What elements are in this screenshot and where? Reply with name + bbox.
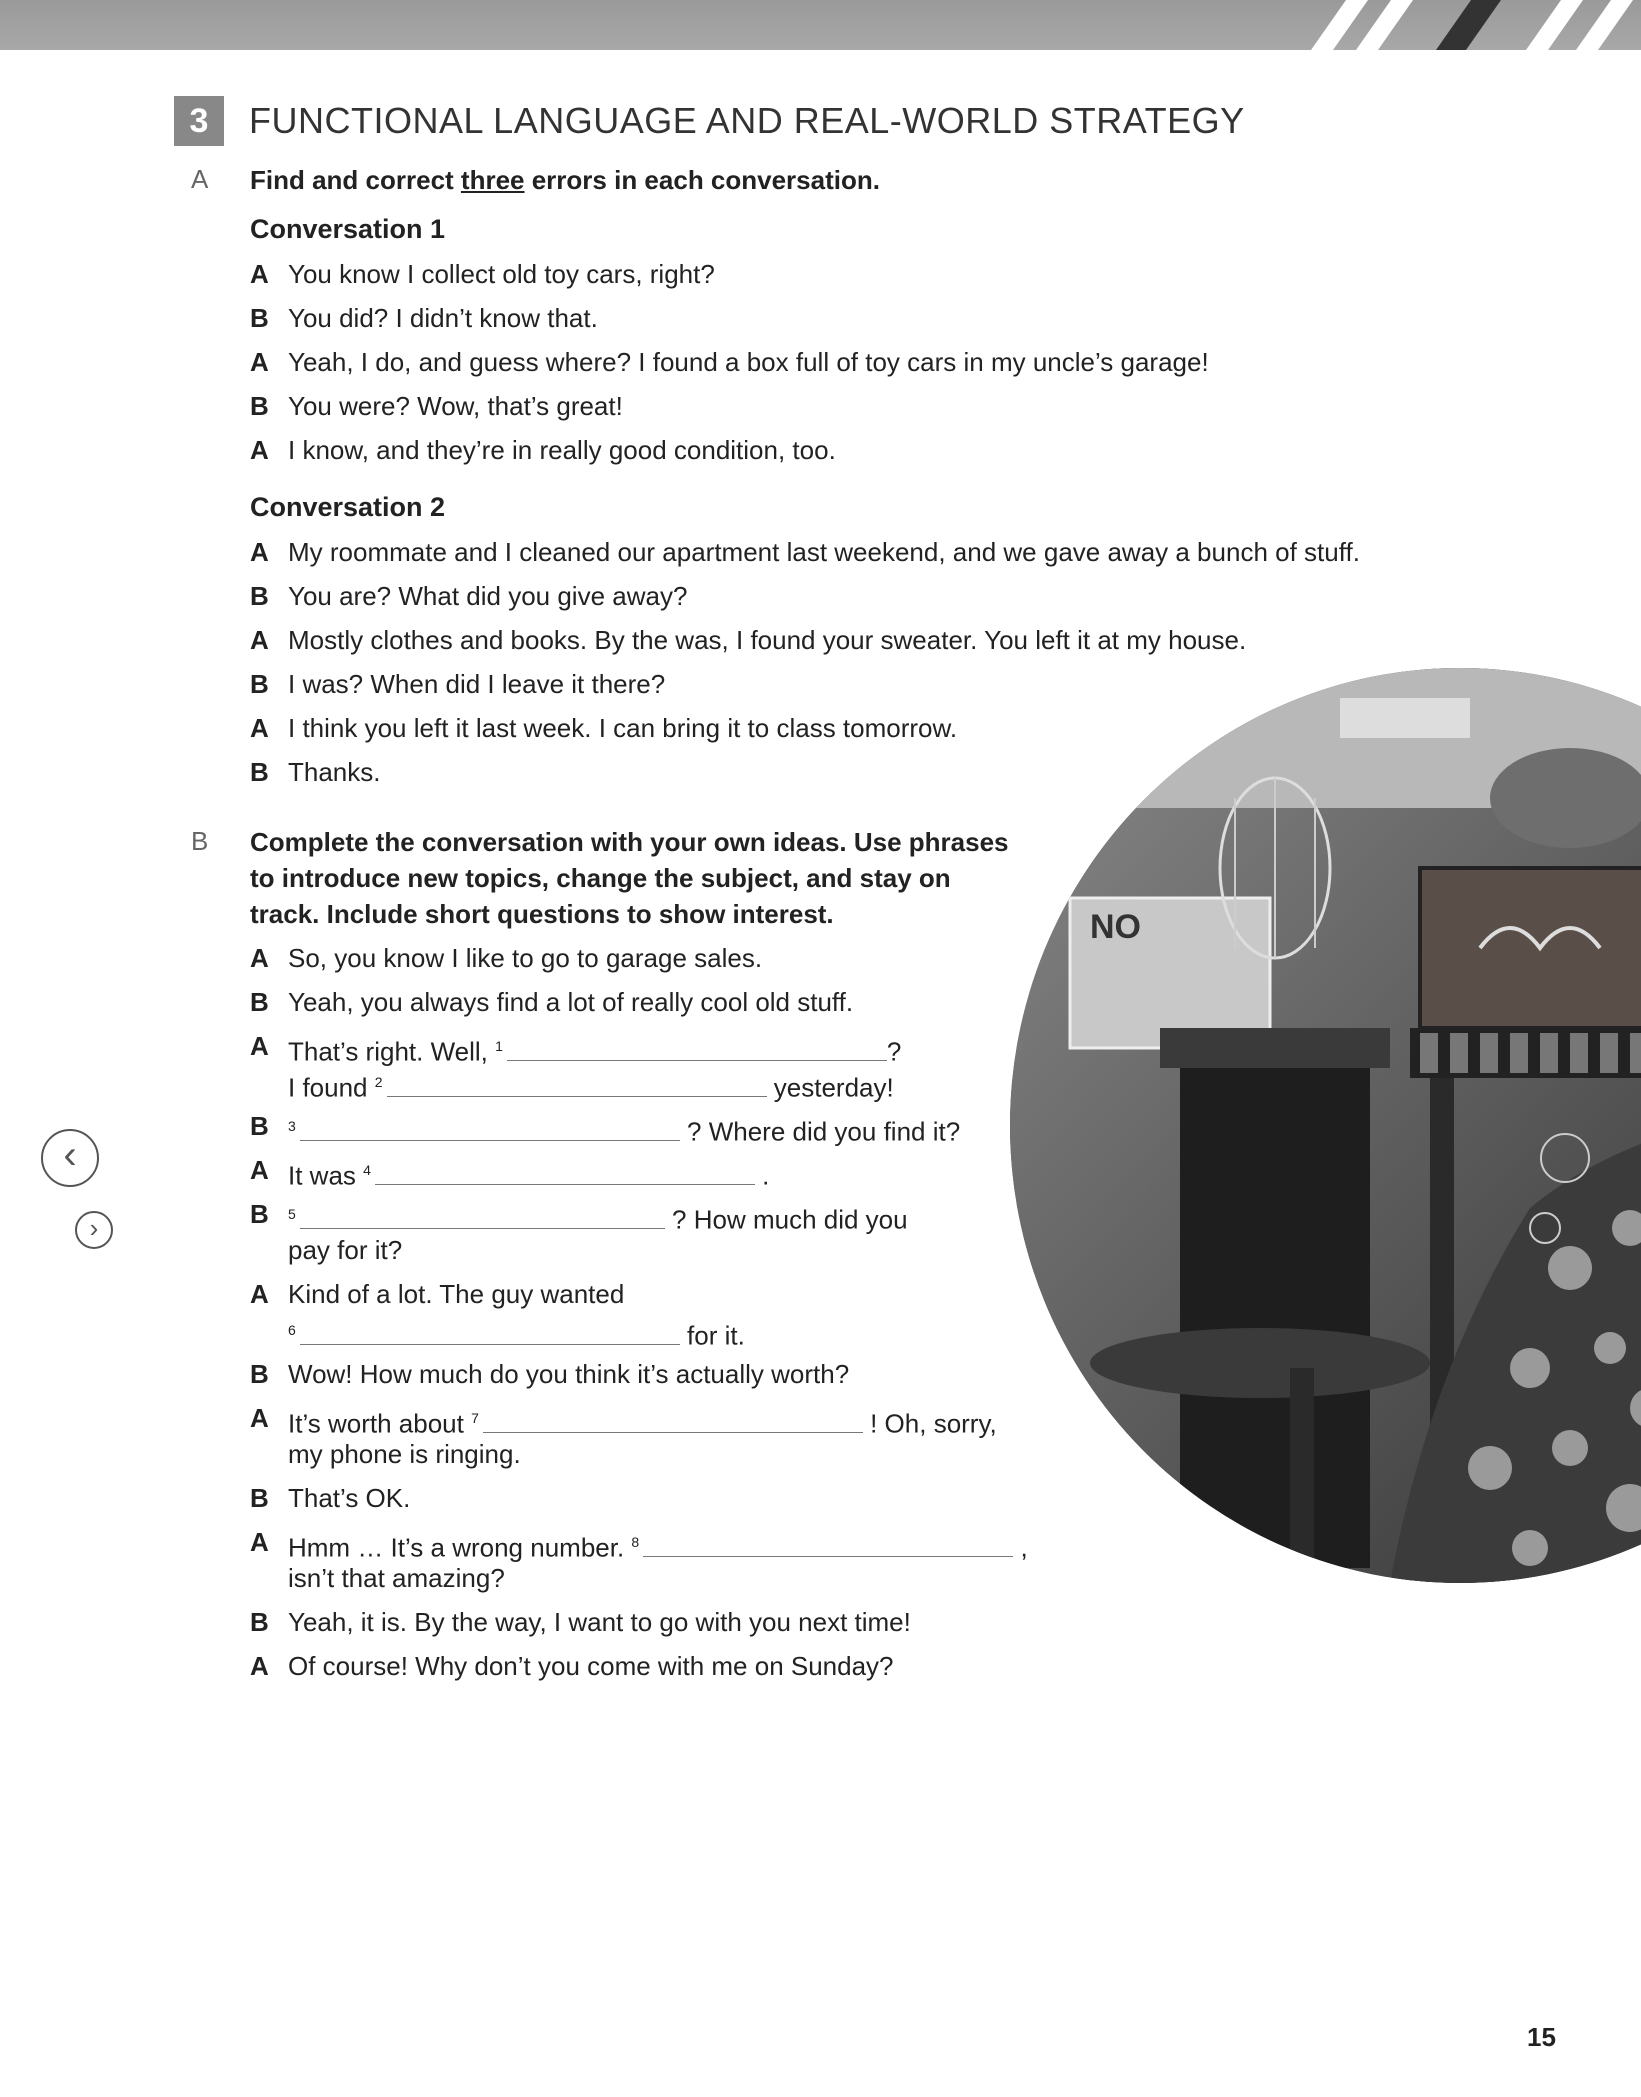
speaker-label: B xyxy=(250,1111,269,1141)
speaker-label: A xyxy=(250,713,269,743)
text-segment: . xyxy=(762,1160,770,1191)
exercise-b-instruction-line-3: track. Include short questions to show interest. xyxy=(250,899,834,929)
text-segment: ? How much did you xyxy=(672,1204,908,1235)
dialogue-line: You are? What did you give away? xyxy=(288,581,688,611)
prev-page-button[interactable] xyxy=(41,1129,99,1187)
blank-number: 1 xyxy=(495,1038,503,1054)
speaker-label: A xyxy=(250,259,269,289)
speaker-label: A xyxy=(250,943,269,973)
speaker-label: B xyxy=(250,581,269,611)
blank-number: 5 xyxy=(288,1206,296,1222)
text-segment: ? xyxy=(886,1036,902,1067)
dialogue-line: You know I collect old toy cars, right? xyxy=(288,259,715,289)
dialogue-line: You were? Wow, that’s great! xyxy=(288,391,623,421)
speaker-label: B xyxy=(250,987,269,1017)
dialogue-line: Yeah, you always find a lot of really cool old stuff. xyxy=(288,987,854,1017)
blank-number: 8 xyxy=(631,1534,640,1550)
dialogue-line xyxy=(288,1064,894,1106)
speaker-label: A xyxy=(250,537,269,567)
answer-blank-6[interactable] xyxy=(300,1322,680,1345)
dialogue-line: Mostly clothes and books. By the was, I found your sweater. You left it at my house. xyxy=(288,625,1247,655)
speaker-label: A xyxy=(250,625,269,655)
photo-sign-text: NO xyxy=(1090,908,1141,946)
instr-text: errors in each conversation. xyxy=(524,165,880,195)
text-segment: I found xyxy=(288,1072,375,1103)
page-number: 15 xyxy=(1527,2022,1556,2052)
speaker-label: A xyxy=(250,1651,269,1681)
section-number: 3 xyxy=(174,96,224,146)
speaker-label: A xyxy=(250,1155,269,1185)
dialogue-line xyxy=(288,1152,769,1194)
section-header xyxy=(174,94,1245,148)
speaker-label: B xyxy=(250,1607,269,1637)
answer-blank-1[interactable] xyxy=(507,1038,887,1061)
speaker-label: B xyxy=(250,1359,269,1389)
answer-blank-7[interactable] xyxy=(483,1410,863,1433)
garage-sale-illustration xyxy=(1010,668,1641,1583)
answer-blank-8[interactable] xyxy=(643,1534,1013,1557)
dialogue-line: pay for it? xyxy=(288,1235,403,1265)
blank-number: 3 xyxy=(288,1118,296,1134)
banner-stripe xyxy=(1422,0,1508,50)
next-page-button[interactable] xyxy=(75,1211,113,1249)
speaker-label: B xyxy=(250,303,269,333)
text-segment: Hmm … It’s a wrong number. xyxy=(288,1532,632,1563)
chevron-right-icon: › xyxy=(89,1213,99,1243)
instr-text: Find and correct xyxy=(250,165,461,195)
exercise-a-letter: A xyxy=(191,164,209,194)
text-segment: , xyxy=(1020,1532,1028,1563)
dialogue-line: So, you know I like to go to garage sales. xyxy=(288,943,763,973)
dialogue-line: I was? When did I leave it there? xyxy=(288,669,666,699)
speaker-label: A xyxy=(250,435,269,465)
top-banner xyxy=(0,0,1641,50)
text-segment: yesterday! xyxy=(773,1072,894,1103)
text-segment: ? Where did you find it? xyxy=(687,1116,961,1147)
blank-number: 6 xyxy=(288,1322,296,1338)
speaker-label: A xyxy=(250,1527,269,1557)
dialogue-line: Kind of a lot. The guy wanted xyxy=(288,1279,625,1309)
exercise-b-instruction-line-1: Complete the conversation with your own ideas. Use phrases xyxy=(250,827,1009,857)
speaker-label: A xyxy=(250,1031,269,1061)
speaker-label: B xyxy=(250,757,269,787)
blank-number: 2 xyxy=(374,1074,383,1090)
dialogue-line: isn’t that amazing? xyxy=(288,1563,505,1593)
speaker-label: B xyxy=(250,1483,269,1513)
answer-blank-5[interactable] xyxy=(300,1206,665,1229)
text-segment: It was xyxy=(288,1160,364,1191)
speaker-label: B xyxy=(250,1199,269,1229)
banner-stripe xyxy=(1512,0,1590,50)
exercise-b-letter: B xyxy=(191,826,209,856)
dialogue-line: Wow! How much do you think it’s actually worth? xyxy=(288,1359,850,1389)
exercise-a-instruction xyxy=(250,162,880,198)
answer-blank-2[interactable] xyxy=(387,1074,767,1097)
instr-underlined: three xyxy=(460,165,525,195)
text-segment: ! Oh, sorry, xyxy=(870,1408,997,1439)
dialogue-line: Yeah, it is. By the way, I want to go with you next time! xyxy=(288,1607,911,1637)
dialogue-line: I know, and they’re in really good condition, too. xyxy=(288,435,836,465)
speaker-label: A xyxy=(250,347,269,377)
speaker-label: B xyxy=(250,669,269,699)
dialogue-line: My roommate and I cleaned our apartment last weekend, and we gave away a bunch of stuff. xyxy=(288,537,1360,567)
dialogue-line: Yeah, I do, and guess where? I found a box full of toy cars in my uncle’s garage! xyxy=(288,347,1209,377)
blank-number: 7 xyxy=(471,1410,479,1426)
dialogue-line: That’s OK. xyxy=(288,1483,411,1513)
conversation-1-title: Conversation 1 xyxy=(250,214,446,244)
text-segment: That’s right. Well, xyxy=(288,1036,496,1067)
answer-blank-3[interactable] xyxy=(300,1118,680,1141)
blank-number: 4 xyxy=(363,1162,371,1178)
garage-sale-photo xyxy=(1010,668,1641,1583)
speaker-label: A xyxy=(250,1279,269,1309)
dialogue-line: You did? I didn’t know that. xyxy=(288,303,598,333)
conversation-2-title: Conversation 2 xyxy=(250,492,446,522)
dialogue-line: Of course! Why don’t you come with me on Sunday? xyxy=(288,1651,894,1681)
speaker-label: A xyxy=(250,1403,269,1433)
text-segment: for it. xyxy=(687,1320,745,1351)
dialogue-line xyxy=(288,1108,960,1150)
exercise-b-instruction-line-2: to introduce new topics, change the subject, and stay on xyxy=(250,863,951,893)
section-title: FUNCTIONAL LANGUAGE AND REAL-WORLD STRATEGY xyxy=(249,100,1245,141)
dialogue-line: Thanks. xyxy=(288,757,381,787)
dialogue-line: I think you left it last week. I can bring it to class tomorrow. xyxy=(288,713,958,743)
dialogue-line xyxy=(288,1312,745,1354)
text-segment: It’s worth about xyxy=(288,1408,472,1439)
chevron-left-icon: ‹ xyxy=(63,1133,77,1177)
answer-blank-4[interactable] xyxy=(375,1162,755,1185)
speaker-label: B xyxy=(250,391,269,421)
dialogue-line: my phone is ringing. xyxy=(288,1439,521,1469)
